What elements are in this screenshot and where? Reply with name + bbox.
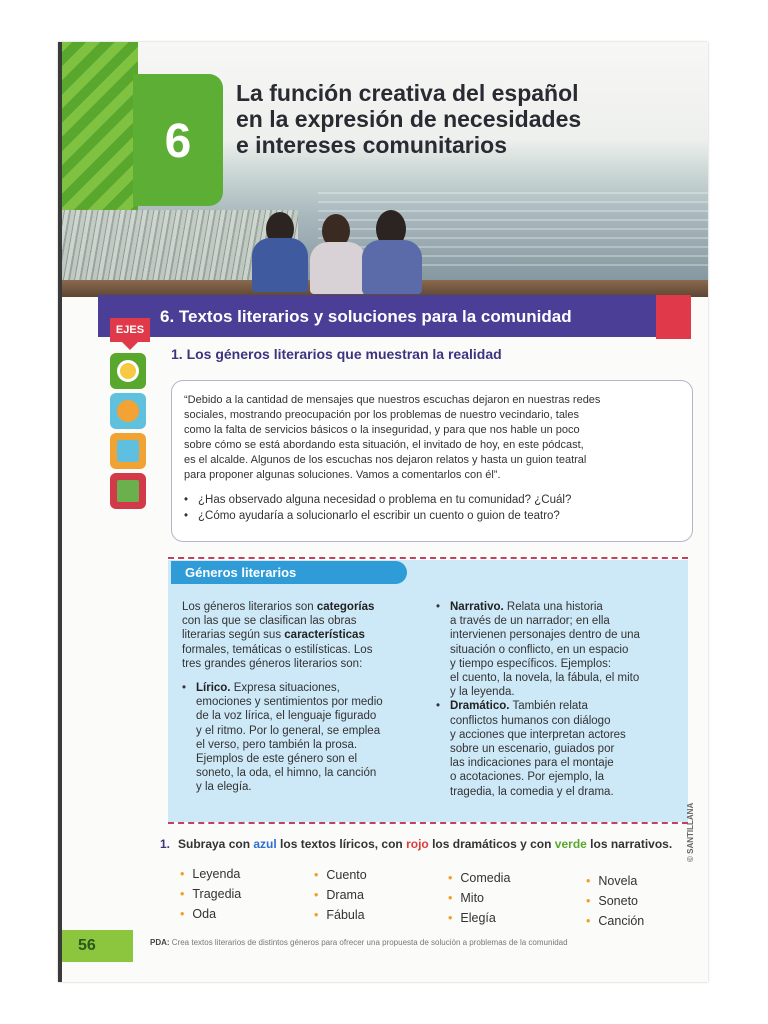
word-item[interactable]: • Novela [586, 874, 638, 888]
info-right-column [436, 600, 681, 799]
question-text: ¿Has observado alguna necesidad o problema en tu comunidad? ¿Cuál? [198, 494, 572, 506]
pda-text: Crea textos literarios de distintos géneros para ofrecer una propuesta de solución a problemas de la comunidad [169, 938, 568, 947]
word-text: Fábula [326, 908, 365, 922]
puzzle-icon [110, 433, 146, 469]
dashed-divider [168, 557, 688, 559]
instruction-text: los narrativos. [586, 837, 673, 851]
genre-text: el verso, pero también la prosa. [196, 738, 358, 751]
genre-text: y la leyenda. [450, 686, 515, 699]
word-text: Comedia [460, 871, 511, 885]
genre-text: También relata [512, 700, 588, 713]
word-item[interactable]: • Elegía [448, 911, 496, 925]
book-icon [110, 473, 146, 509]
subsection-title: 1. Los géneros literarios que muestran la realidad [171, 346, 502, 362]
genre-text: tragedia, la comedia y el drama. [450, 785, 614, 798]
genre-text: el cuento, la novela, la fábula, el mito [450, 672, 640, 685]
genre-text: conflictos humanos con diálogo [450, 714, 611, 727]
instruction-color-red: rojo [406, 837, 429, 851]
word-item[interactable]: • Mito [448, 891, 485, 905]
ejes-tag: EJES [110, 318, 150, 342]
section-title: 6. Textos literarios y soluciones para la comunidad [160, 307, 572, 326]
word-item[interactable]: • Canción [586, 914, 645, 928]
genre-text: y el ritmo. Por lo general, se emplea [196, 724, 381, 737]
quote-line: sociales, mostrando preocupación por los problemas de nuestro vecindario, tales [184, 409, 579, 421]
word-item[interactable]: • Leyenda [180, 867, 241, 881]
instruction-color-green: verde [554, 837, 587, 851]
word-item[interactable]: • Drama [314, 888, 364, 902]
word-text: Soneto [598, 894, 639, 908]
chapter-title-line: e intereses comunitarios [236, 132, 507, 158]
genre-text: las indicaciones para el montaje [450, 757, 614, 770]
word-text: Cuento [326, 868, 367, 882]
instruction-color-blue: azul [253, 837, 277, 851]
info-box-header [171, 561, 407, 584]
word-item[interactable]: • Cuento [314, 868, 367, 882]
quote-box [171, 380, 693, 542]
compass-icon [110, 353, 146, 389]
instruction-text: los textos líricos, con [276, 837, 407, 851]
page-binding-edge [58, 42, 62, 982]
genre-term: Lírico. [196, 682, 231, 695]
intro-text: Los géneros literarios son [182, 601, 317, 613]
intro-text: literarias según sus [182, 629, 285, 642]
section-band-accent [656, 295, 691, 339]
quote-line: sobre cómo se está abordando esta situación, el invitado de hoy, en este pódcast, [184, 439, 584, 451]
genre-term: Dramático. [450, 700, 510, 713]
intro-bold: características [284, 629, 365, 642]
question-item: • ¿Has observado alguna necesidad o problema en tu comunidad? ¿Cuál? [184, 494, 572, 506]
page-number: 56 [78, 937, 96, 954]
chapter-title [236, 80, 666, 158]
chapter-number-box [133, 74, 223, 206]
word-item[interactable]: • Comedia [448, 871, 511, 885]
genre-narrativo: • Narrativo. Relata una historia a través de un narrador; en ella intervienen personajes dentro de una situación o conflicto, en un espacio y tiempo específicos. Ejemplos: el cuento, la novela, la fábula, el mito y la leyenda. [436, 600, 681, 699]
chapter-number: 6 [164, 115, 192, 168]
genre-dramatico: • Dramático. También relata conflictos humanos con diálogo y acciones que interpretan actores sobre un escenario, guiados por las indicaciones para el montaje o acotaciones. Por ejemplo, la tragedia, la comedia y el drama. [436, 699, 681, 798]
genre-text: Expresa situaciones, [233, 682, 340, 695]
quote-line: es el alcalde. Algunos de los escuchas nos dejaron relatos y hasta un guion teatral [184, 454, 587, 466]
word-text: Mito [460, 891, 485, 905]
hero-photo [58, 42, 708, 297]
genre-text: soneto, la oda, el himno, la canción [196, 767, 377, 780]
lightbulb-icon [110, 393, 146, 429]
chapter-title-line: La función creativa del español [236, 80, 579, 106]
word-text: Drama [326, 888, 364, 902]
instruction-text: Subraya con [178, 837, 254, 851]
genre-text: y acciones que interpretan actores [450, 728, 626, 741]
genre-text: sobre un escenario, guiados por [450, 743, 615, 756]
word-item[interactable]: • Fábula [314, 908, 365, 922]
activity-number: 1. [160, 837, 171, 851]
dashed-divider [168, 822, 688, 824]
genre-text: y la elegía. [196, 781, 252, 794]
genre-text: o acotaciones. Por ejemplo, la [450, 771, 605, 784]
word-text: Elegía [460, 911, 496, 925]
question-item: • ¿Cómo ayudaría a solucionarlo el escribir un cuento o guion de teatro? [184, 510, 560, 522]
quote-line: para proponer algunas soluciones. Vamos a comentarlos con él”. [184, 469, 501, 481]
intro-text: con las que se clasifican las obras [182, 615, 357, 628]
word-text: Oda [192, 907, 217, 921]
intro-bold: categorías [316, 601, 375, 613]
genre-lirico: • Lírico. Expresa situaciones, emociones y sentimientos por medio de la voz lírica, el lenguaje figurado y el ritmo. Por lo general, se emplea el verso, pero también la prosa. Ejemplos de este género son el soneto, la oda, el himno, la canción y la elegía. [182, 681, 422, 795]
genre-text: a través de un narrador; en ella [450, 615, 610, 628]
activity-instruction [178, 837, 672, 851]
intro-text: formales, temáticas o estilísticas. Los [182, 643, 373, 656]
genre-text: de la voz lírica, el lenguaje figurado [196, 710, 377, 723]
ejes-tag-point [122, 342, 138, 350]
word-item[interactable]: • Tragedia [180, 887, 242, 901]
copyright-notice: © SANTILLANA [686, 802, 695, 862]
decorative-stripes [58, 42, 138, 210]
word-text: Tragedia [192, 887, 242, 901]
quote-line: “Debido a la cantidad de mensajes que nuestros escuchas dejaron en nuestras redes [184, 394, 601, 406]
quote-line: como la falta de servicios básicos o la inseguridad, y para que nos hable un poco [184, 424, 580, 436]
word-text: Novela [598, 874, 638, 888]
person-left [248, 212, 308, 292]
info-box-title: Géneros literarios [185, 565, 297, 580]
genre-term: Narrativo. [450, 601, 504, 613]
quote-text [184, 393, 679, 483]
instruction-text: los dramáticos y con [428, 837, 555, 851]
person-right [358, 210, 424, 294]
word-item[interactable]: • Soneto [586, 894, 639, 908]
genre-text: Relata una historia [506, 601, 603, 613]
book-page [58, 42, 708, 982]
intro-text: tres grandes géneros literarios son: [182, 657, 363, 670]
word-text: Canción [598, 914, 645, 928]
word-item[interactable]: • Oda [180, 907, 217, 921]
genre-text: y tiempo específicos. Ejemplos: [450, 657, 612, 670]
genre-text: intervienen personajes dentro de una [450, 629, 640, 642]
genre-text: situación o conflicto, en un espacio [450, 643, 629, 656]
pda-label: PDA: [150, 938, 170, 947]
genre-text: Ejemplos de este género son el [196, 753, 358, 766]
chapter-title-line: en la expresión de necesidades [236, 106, 582, 132]
genre-text: emociones y sentimientos por medio [196, 696, 383, 709]
word-text: Leyenda [192, 867, 241, 881]
pda-note [150, 938, 568, 947]
info-left-column [182, 600, 422, 795]
question-text: ¿Cómo ayudaría a solucionarlo el escribir un cuento o guion de teatro? [198, 510, 560, 522]
